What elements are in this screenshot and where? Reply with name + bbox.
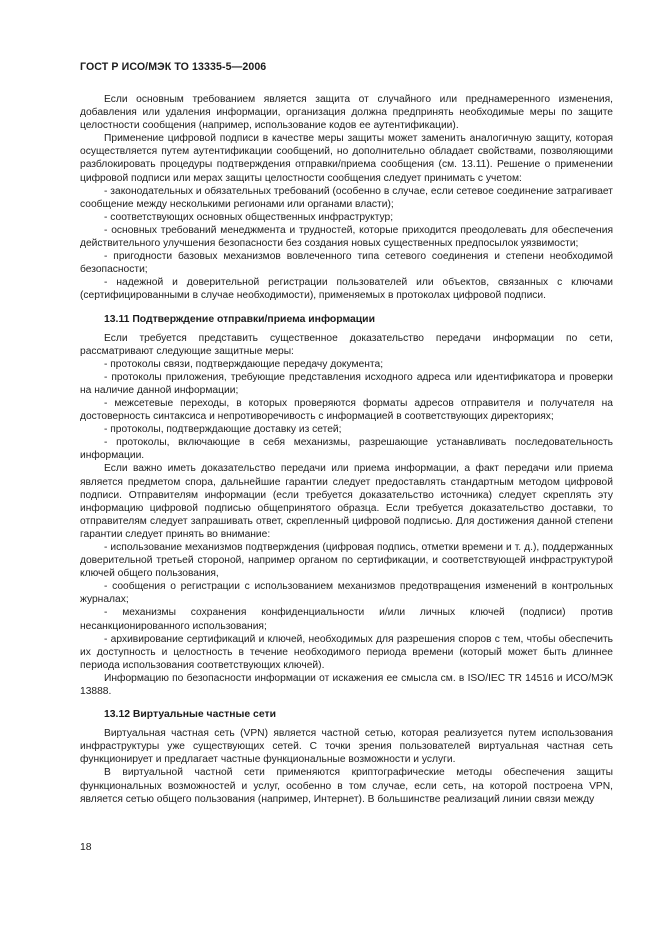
- paragraph: - протоколы связи, подтверждающие передачу документа;: [104, 358, 384, 370]
- paragraph: - надежной и доверительной регистрации пользователей или объектов, связанных с ключами (сертифицированными в случае необходимости), применяемых в протоколах цифровой подписи.: [80, 277, 613, 302]
- running-header: ГОСТ Р ИСО/МЭК ТО 13335-5—2006: [80, 61, 267, 73]
- section-heading: 13.11 Подтверждение отправки/приема информации: [104, 313, 375, 325]
- page-body: [80, 93, 613, 806]
- paragraph: - протоколы, подтверждающие доставку из сетей;: [104, 424, 342, 436]
- paragraph: Виртуальная частная сеть (VPN) является частной сетью, которая реализуется путем использования инфраструктуры уже существующих сетей. С точки зрения пользователей виртуальная частная сеть функционирует и предлагает частные функциональные возможности и услуги.: [80, 728, 613, 766]
- page-number: 18: [80, 842, 92, 853]
- paragraph: - механизмы сохранения конфиденциальности и/или личных ключей (подписи) против несанкционированного использования;: [80, 607, 613, 632]
- paragraph: В виртуальной частной сети применяются криптографические методы обеспечения защиты функциональных возможностей и услуг, особенно в том случае, если сеть, на которой построена VPN, является сетью общего пользования (например, Интернет). В большинстве реализаций линии связи между: [80, 767, 613, 805]
- paragraph: - межсетевые переходы, в которых проверяются форматы адресов отправителя и получателя на достоверность синтаксиса и непротиворечивость с информацией в соответствующих директориях;: [80, 397, 613, 423]
- paragraph: Если важно иметь доказательство передачи или приема информации, а факт передачи или приема является предметом спора, дальнейшие гарантии следует предоставлять стандартным методом цифровой подписи. Отправителям информации (если требуется доказательство источника) следует скреплять эту информацию цифровой подписью общепринятого образца. Если требуется доказательство доставки, то отправителям следует запрашивать ответ, скрепленный цифровой подписью. Для достижения данной степени гарантии следует принять во внимание:: [80, 463, 613, 540]
- paragraph: - законодательных и обязательных требований (особенно в случае, если сетевое соединение затрагивает сообщение между несколькими регионами или органами власти);: [80, 185, 613, 210]
- paragraph: - протоколы, включающие в себя механизмы, разрешающие устанавливать последовательность информации.: [80, 437, 613, 462]
- paragraph: - соответствующих основных общественных инфраструктур;: [104, 211, 394, 223]
- section-heading: 13.12 Виртуальные частные сети: [104, 709, 276, 721]
- paragraph: - пригодности базовых механизмов вовлеченного типа сетевого соединения и степени необходимой безопасности;: [80, 251, 613, 276]
- paragraph: Если требуется представить существенное доказательство передачи информации по сети, рассматривают следующие защитные меры:: [80, 332, 613, 357]
- paragraph: - сообщения о регистрации с использованием механизмов предотвращения изменений в контрольных журналах;: [80, 581, 613, 606]
- paragraph: - основных требований менеджмента и трудностей, которые приходится преодолевать для обеспечения действительного улучшения безопасности без создания новых существенных предпосылок уязвимости;: [80, 224, 613, 250]
- paragraph: - архивирование сертификаций и ключей, необходимых для разрешения споров с тем, чтобы обеспечить их доступность и целостность в течение необходимого периода времени (который может быть длиннее периода использования соответствующих ключей).: [80, 633, 613, 671]
- paragraph: Информацию по безопасности информации от искажения ее смысла см. в ISO/IEC TR 14516 и ИСО/МЭК 13888.: [80, 672, 613, 698]
- paragraph: Применение цифровой подписи в качестве меры защиты может заменить аналогичную защиту, которая осуществляется путем аутентификации сообщений, но дополнительно обладает свойствами, позволяющими разблокировать процедуры подтверждения отправки/приема сообщения (см. 13.11). Решение о применении цифровой подписи или мерах защиты целостности сообщения следует принимать с учетом:: [80, 133, 613, 184]
- paragraph: - использование механизмов подтверждения (цифровая подпись, отметки времени и т. д.), поддержанных доверительной третьей стороной, например органом по сертификации, и соответствующей инфраструктурой ключей общего пользования,: [80, 542, 613, 580]
- paragraph: Если основным требованием является защита от случайного или преднамеренного изменения, добавления или удаления информации, организация должна предпринять необходимые меры по защите целостности сообщения (например, использование кодов ее аутентификации).: [80, 94, 613, 132]
- paragraph: - протоколы приложения, требующие представления исходного адреса или идентификатора и проверки на наличие данной информации;: [80, 371, 613, 396]
